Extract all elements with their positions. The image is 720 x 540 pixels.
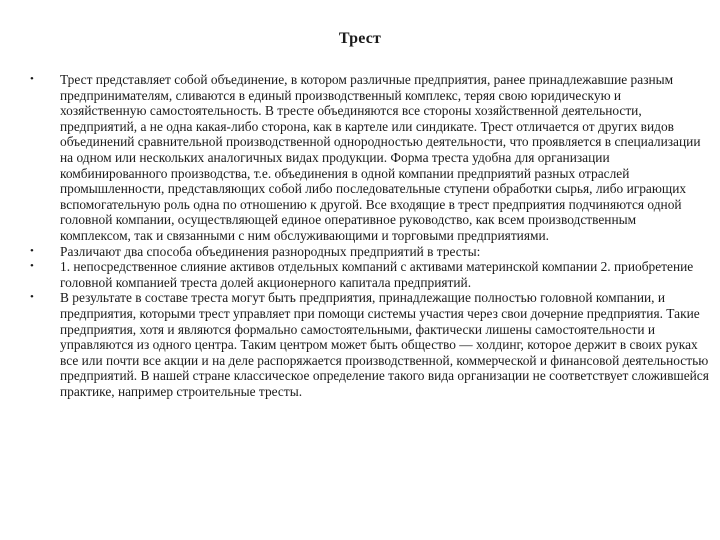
bullet-text: 1. непосредственное слияние активов отдельных компаний с активами материнской компании 2. приобретение головной компанией треста долей акционерного капитала предприятий. xyxy=(60,259,694,290)
bullet-text: В результате в составе треста могут быть предприятия, принадлежащие полностью головной компании, и предприятия, которыми трест управляет при помощи системы участия через свои дочерние предприятия. Такие предприятия, хотя и являются формально самостоятельными, фактически лишены самостоятельности и управляются из одного центра. Таким центром может быть общество — холдинг, которое держит в своих руках все или почти все акции и на деле распоряжается производственной, коммерческой и финансовой деятельностью предприятий. В нашей стране классическое определение такого вида организации не соответствует сложившейся практике, например строительные тресты. xyxy=(60,290,709,399)
bullet-dot-icon: • xyxy=(30,73,34,85)
slide-title: Трест xyxy=(338,30,382,47)
bullet-text: Различают два способа объединения разнородных предприятий в тресты: xyxy=(60,243,481,259)
bullet-list xyxy=(28,72,710,399)
bullet-item-methods-intro xyxy=(28,244,710,260)
bullet-dot-icon: • xyxy=(30,291,34,304)
bullet-text: Трест представляет собой объединение, в котором различные предприятия, ранее принадлежавшие разным предпринимателям, сливаются в единый производственный комплекс, теряя свою юридическую и хозяйственную самостоятельность. В тресте объединяются все стороны хозяйственной деятельности, предприятий, а не одна какая-либо сторона, как в картеле или синдикате. Трест отличается от других видов объединений сравнительной производственной однородностью деятельности, что проявляется в специализации на одном или нескольких аналогичных видах продукции. Форма треста удобна для организации комбинированного производства, т.е. объединения в одной компании предприятий разных отраслей промышленности, представляющих собой либо последовательные ступени обработки сырья, либо играющих вспомогательную роль одна по отношению к другой. Все входящие в трест предприятия подчиняются одной головной компании, осуществляющей единое оперативное руководство, как всем производственным комплексом, так и связанными с ним обслуживающими и торговыми предприятиями. xyxy=(60,72,701,243)
bullet-item-definition xyxy=(28,72,710,244)
bullet-item-result xyxy=(28,290,710,399)
bullet-item-methods-list xyxy=(28,259,710,290)
bullet-dot-icon: • xyxy=(30,244,34,257)
bullet-dot-icon: • xyxy=(30,260,34,273)
